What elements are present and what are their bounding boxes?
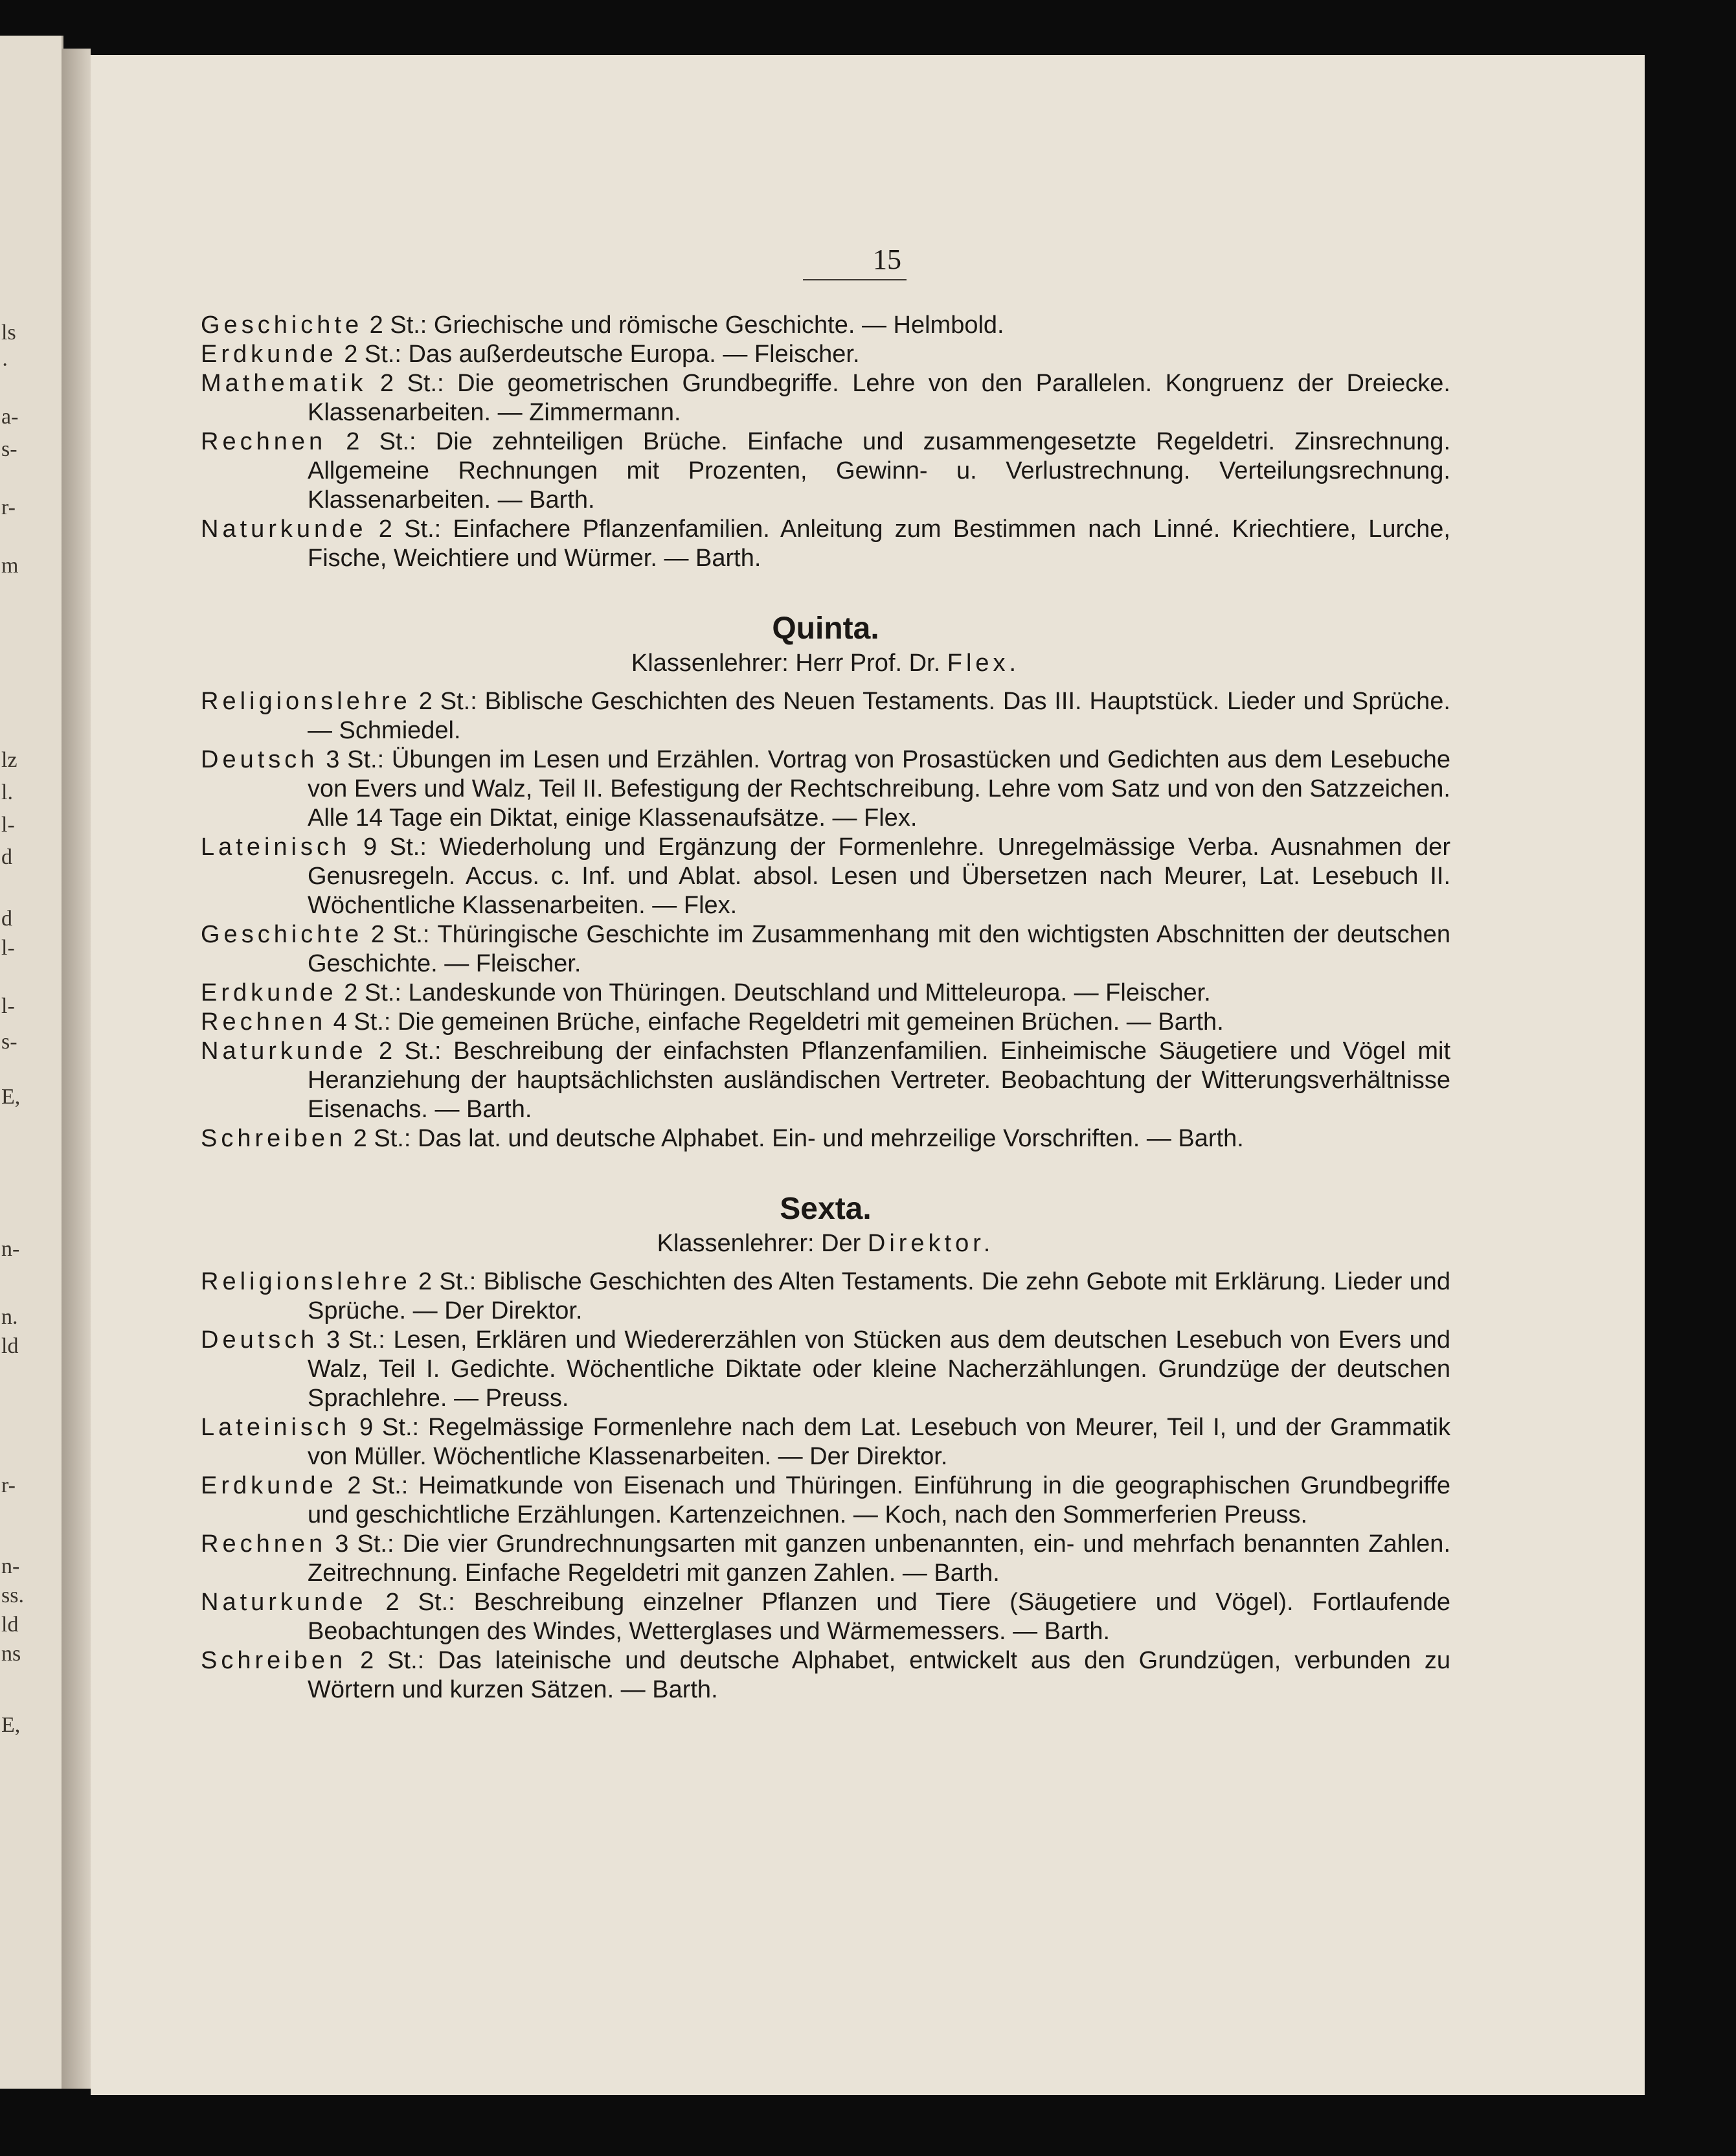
sexta-heading: Sexta.	[780, 1192, 872, 1226]
sexta-entry-schreiben	[201, 1646, 1450, 1705]
edge-fragment: n-	[1, 1237, 20, 1261]
entry-text: 2 St.: Griechische und römische Geschichte. — Helmbold.	[363, 312, 1004, 339]
edge-fragment: l.	[1, 780, 13, 804]
edge-fragment: s-	[1, 1030, 17, 1054]
sexta-entry-naturkunde	[201, 1588, 1450, 1646]
entry-text: 2 St.: Beschreibung einzelner Pflanzen und Tiere (Säugetiere und Vögel). Fortlaufende Beobachtungen des Windes, Wetterglases und Wärmemessers. — Barth.	[308, 1589, 1450, 1645]
subject-name: Rechnen	[201, 1008, 327, 1036]
entry-text: 2 St.: Einfachere Pflanzenfamilien. Anleitung zum Bestimmen nach Linné. Kriechtiere, Lurche, Fische, Weichtiere und Würmer. — Barth.	[308, 516, 1450, 572]
entry-text: 3 St.: Die vier Grundrechnungsarten mit ganzen unbenannten, ein- und mehrfach benannten Zahlen. Zeitrechnung. Einfache Regeldetri mit ganzen Zahlen. — Barth.	[308, 1530, 1450, 1587]
entry-text: 4 St.: Die gemeinen Brüche, einfache Regeldetri mit gemeinen Brüchen. — Barth.	[326, 1008, 1224, 1036]
previous-page-fragments	[0, 36, 62, 2089]
quinta-heading: Quinta.	[772, 611, 879, 646]
edge-fragment: ls	[1, 321, 16, 345]
subject-name: Erdkunde	[201, 1472, 337, 1499]
edge-fragment: r-	[1, 1473, 16, 1497]
entry-text: 2 St.: Thüringische Geschichte im Zusammenhang mit den wichtigsten Abschnitten der deutschen Geschichte. — Fleischer.	[308, 921, 1450, 977]
edge-fragment: l-	[1, 994, 15, 1018]
quinta-section	[201, 611, 1450, 1153]
quinta-entry-geschichte	[201, 920, 1450, 979]
edge-fragment: d	[1, 845, 12, 869]
page-number: 15	[873, 244, 901, 275]
intro-entry-naturkunde	[201, 515, 1450, 573]
entry-text: 9 St.: Wiederholung und Ergänzung der Formenlehre. Unregelmässige Verba. Ausnahmen der Genusregeln. Accus. c. Inf. und Ablat. absol. Lesen und Übersetzen nach Meurer, Lat. Lesebuch II. Wöchentliche Klassenarbeiten. — Flex.	[308, 834, 1450, 919]
edge-fragment: ss.	[1, 1583, 24, 1607]
sexta-section	[201, 1191, 1450, 1705]
quinta-entry-deutsch	[201, 745, 1450, 833]
edge-fragment: n-	[1, 1554, 20, 1578]
entry-text: 9 St.: Regelmässige Formenlehre nach dem Lat. Lesebuch von Meurer, Teil I, und der Grammatik von Müller. Wöchentliche Klassenarbeiten. — Der Direktor.	[308, 1414, 1450, 1470]
edge-fragment: E,	[1, 1713, 21, 1737]
subject-name: Erdkunde	[201, 979, 337, 1006]
class-teacher-prefix: Klassenlehrer: Der	[657, 1230, 868, 1257]
edge-fragment: s-	[1, 437, 17, 461]
document-page	[91, 55, 1645, 2095]
entry-text: 2 St.: Biblische Geschichten des Alten Testaments. Die zehn Gebote mit Erklärung. Lieder und Sprüche. — Der Direktor.	[308, 1268, 1450, 1324]
class-teacher-name: Flex.	[947, 650, 1020, 677]
subject-name: Schreiben	[201, 1647, 347, 1674]
page-number-rule	[803, 279, 907, 280]
edge-fragment: E,	[1, 1085, 21, 1109]
quinta-entry-rechnen	[201, 1008, 1450, 1037]
entry-text: 2 St.: Biblische Geschichten des Neuen Testaments. Das III. Hauptstück. Lieder und Sprüche. — Schmiedel.	[308, 688, 1450, 744]
sexta-entry-deutsch	[201, 1326, 1450, 1413]
entry-text: 2 St.: Beschreibung der einfachsten Pflanzenfamilien. Einheimische Säugetiere und Vögel mit Heranziehung der hauptsächlichsten ausländischen Vertreter. Beobachtung der Witterungsverhältnisse Eisenachs. — Barth.	[308, 1038, 1450, 1123]
edge-fragment: ns	[1, 1642, 21, 1666]
sexta-entry-religionslehre	[201, 1267, 1450, 1326]
subject-name: Rechnen	[201, 428, 327, 455]
book-gutter	[62, 49, 91, 2089]
class-teacher-prefix: Klassenlehrer: Herr Prof. Dr.	[631, 650, 947, 677]
subject-name: Religionslehre	[201, 688, 411, 715]
intro-entry-rechnen	[201, 427, 1450, 515]
subject-name: Deutsch	[201, 746, 319, 773]
quinta-entry-schreiben	[201, 1124, 1450, 1153]
class-teacher-name: Direktor.	[867, 1230, 995, 1257]
subject-name: Naturkunde	[201, 516, 367, 543]
page-content	[201, 311, 1450, 1705]
edge-fragment: n.	[1, 1305, 18, 1329]
entry-text: 2 St.: Heimatkunde von Eisenach und Thüringen. Einführung in die geographischen Grundbegriffe und geschichtliche Erzählungen. Kartenzeichnen. — Koch, nach den Sommerferien Preuss.	[308, 1472, 1450, 1528]
edge-fragment: ld	[1, 1334, 19, 1358]
edge-fragment: l-	[1, 813, 15, 837]
edge-fragment: r-	[1, 495, 16, 519]
sexta-entry-lateinisch	[201, 1413, 1450, 1471]
subject-name: Deutsch	[201, 1326, 319, 1354]
entry-text: 3 St.: Lesen, Erklären und Wiedererzählen von Stücken aus dem deutschen Lesebuch von Evers und Walz, Teil I. Gedichte. Wöchentliche Diktate oder kleine Nacherzählungen. Grundzüge der deutschen Sprachlehre. — Preuss.	[308, 1326, 1450, 1412]
entry-text: 3 St.: Übungen im Lesen und Erzählen. Vortrag von Prosastücken und Gedichten aus dem Lesebuche von Evers und Walz, Teil II. Befestigung der Rechtschreibung. Lehre vom Satz und von den Satzzeichen. Alle 14 Tage ein Diktat, einige Klassenaufsätze. — Flex.	[308, 746, 1450, 832]
entry-text: 2 St.: Das lateinische und deutsche Alphabet, entwickelt aus den Grundzügen, verbunden zu Wörtern und kurzen Sätzen. — Barth.	[308, 1647, 1450, 1703]
edge-fragment: m	[1, 554, 19, 578]
edge-fragment: a-	[1, 405, 19, 429]
subject-name: Naturkunde	[201, 1038, 367, 1065]
intro-entry-erdkunde	[201, 340, 1450, 369]
quinta-entry-erdkunde	[201, 979, 1450, 1008]
entry-text: 2 St.: Landeskunde von Thüringen. Deutschland und Mitteleuropa. — Fleischer.	[337, 979, 1211, 1006]
subject-name: Mathematik	[201, 370, 367, 397]
edge-fragment: ·	[1, 353, 9, 377]
quinta-entry-religionslehre	[201, 687, 1450, 745]
edge-fragment: d	[1, 907, 12, 931]
sexta-class-teacher	[201, 1227, 1450, 1260]
subject-name: Rechnen	[201, 1530, 327, 1558]
subject-name: Geschichte	[201, 921, 363, 948]
subject-name: Schreiben	[201, 1125, 347, 1152]
subject-name: Naturkunde	[201, 1589, 367, 1616]
sexta-entry-rechnen	[201, 1530, 1450, 1588]
quinta-entry-naturkunde	[201, 1037, 1450, 1124]
intro-entry-geschichte	[201, 311, 1450, 340]
entry-text: 2 St.: Das lat. und deutsche Alphabet. Ein- und mehrzeilige Vorschriften. — Barth.	[346, 1125, 1244, 1152]
subject-name: Lateinisch	[201, 834, 351, 861]
subject-name: Erdkunde	[201, 341, 337, 368]
edge-fragment: ld	[1, 1613, 19, 1637]
sexta-entry-erdkunde	[201, 1471, 1450, 1530]
quinta-class-teacher	[201, 647, 1450, 679]
entry-text: 2 St.: Die zehnteiligen Brüche. Einfache und zusammengesetzte Regeldetri. Zinsrechnung. Allgemeine Rechnungen mit Prozenten, Gewinn- u. Verlustrechnung. Verteilungsrechnung. Klassenarbeiten. — Barth.	[308, 428, 1450, 514]
intro-entry-mathematik	[201, 369, 1450, 427]
subject-name: Religionslehre	[201, 1268, 411, 1295]
quinta-entry-lateinisch	[201, 833, 1450, 920]
previous-page-edge	[0, 36, 63, 2089]
edge-fragment: l-	[1, 936, 15, 960]
intro-section	[201, 311, 1450, 573]
entry-text: 2 St.: Das außerdeutsche Europa. — Fleischer.	[337, 341, 860, 368]
subject-name: Lateinisch	[201, 1414, 351, 1441]
edge-fragment: lz	[1, 748, 17, 772]
entry-text: 2 St.: Die geometrischen Grundbegriffe. Lehre von den Parallelen. Kongruenz der Dreiecke. Klassenarbeiten. — Zimmermann.	[308, 370, 1450, 426]
subject-name: Geschichte	[201, 312, 363, 339]
